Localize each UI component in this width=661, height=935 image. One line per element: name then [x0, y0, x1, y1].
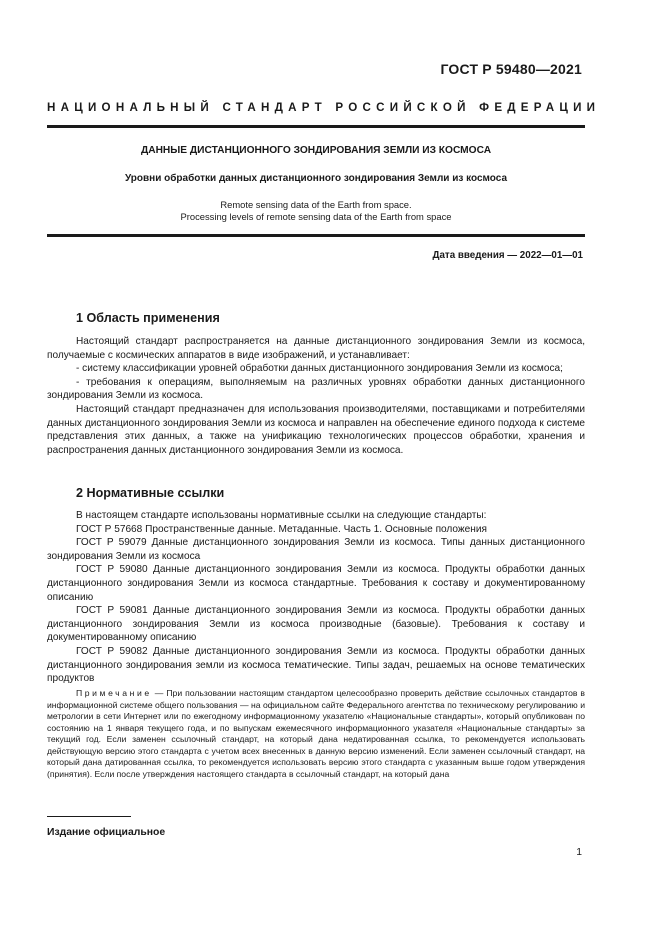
reference-item: ГОСТ Р 59080 Данные дистанционного зондирования Земли из космоса. Продукты обработки данных дистанционного зондирования Земли из космоса стандартные. Требования к составу и документированному описанию: [47, 564, 585, 603]
page-number: 1: [576, 847, 582, 858]
footer-rule: [47, 816, 131, 817]
note-block: [47, 688, 585, 780]
national-standard-heading: НАЦИОНАЛЬНЫЙ СТАНДАРТ РОССИЙСКОЙ ФЕДЕРАЦИИ: [47, 101, 601, 114]
section-2-title: 2 Нормативные ссылки: [76, 486, 225, 500]
section-1-body: [47, 335, 585, 457]
section-2-body: [47, 509, 585, 686]
note-label: Примечание: [76, 688, 152, 698]
english-title-line-1: Remote sensing data of the Earth from space.: [220, 199, 412, 210]
header-rule: [47, 125, 585, 128]
introduction-date: Дата введения — 2022—01—01: [432, 250, 583, 261]
reference-item: ГОСТ Р 59082 Данные дистанционного зондирования Земли из космоса. Продукты обработки данных дистанционного зондирования земли из космоса тематические. Типы задач, решаемых на основе тематических продуктов: [47, 645, 585, 685]
document-number: ГОСТ Р 59480—2021: [440, 61, 582, 77]
official-edition-label: Издание официальное: [47, 827, 166, 838]
reference-item: ГОСТ Р 59079 Данные дистанционного зондирования Земли из космоса. Типы данных дистанционного зондирования Земли из космоса: [47, 537, 585, 562]
paragraph: Настоящий стандарт распространяется на данные дистанционного зондирования Земли из космоса, получаемые с космических аппаратов в виде изображений, и устанавливает:: [47, 336, 585, 361]
title-rule: [47, 234, 585, 237]
main-title: ДАННЫЕ ДИСТАНЦИОННОГО ЗОНДИРОВАНИЯ ЗЕМЛИ ИЗ КОСМОСА: [140, 145, 492, 156]
subtitle: Уровни обработки данных дистанционного зондирования Земли из космоса: [124, 173, 508, 184]
list-item: - требования к операциям, выполняемым на различных уровнях обработки данных дистанционного зондирования Земли из космоса.: [47, 376, 585, 402]
paragraph: Настоящий стандарт предназначен для использования производителями, поставщиками и потребителями данных дистанционного зондирования Земли из космоса и направлен на обеспечение единого подхода к системе представления этих данных, а также на унификацию технологических процессов обработки, хранения и распространения данных дистанционного зондирования Земли из космоса.: [47, 403, 585, 456]
section-1-title: 1 Область применения: [76, 311, 220, 325]
english-title: [47, 199, 585, 223]
paragraph: В настоящем стандарте использованы нормативные ссылки на следующие стандарты:: [76, 510, 487, 521]
english-title-line-2: Processing levels of remote sensing data of the Earth from space: [180, 211, 452, 222]
note-text: — При пользовании настоящим стандартом целесообразно проверить действие ссылочных стандартов в информационной системе общего пользования — на официальном сайте Федерального агентства по техническому регулированию и метрологии в сети Интернет или по ежегодному информационному указателю «Национальные стандарты», который опубликован по состоянию на 1 января текущего года, и по выпускам ежемесячного информационного указателя «Национальные стандарты» за текущий год. Если заменен ссылочный стандарт, на который дана недатированная ссылка, то рекомендуется использовать действующую версию этого стандарта с учетом всех внесенных в данную версию изменений. Если заменен ссылочный стандарт, на который дана датированная ссылка, то рекомендуется использовать версию этого стандарта с указанным выше годом утверждения (принятия). Если после утверждения настоящего стандарта в ссылочный стандарт, на который дана: [47, 688, 585, 779]
reference-item: ГОСТ Р 57668 Пространственные данные. Метаданные. Часть 1. Основные положения: [76, 523, 487, 535]
list-item: - систему классификации уровней обработки данных дистанционного зондирования Земли из космоса;: [76, 363, 563, 375]
note-paragraph: [47, 688, 585, 780]
reference-item: ГОСТ Р 59081 Данные дистанционного зондирования Земли из космоса. Продукты обработки данных дистанционного зондирования Земли из космоса производные (базовые). Требования к составу и документированному описанию: [47, 605, 585, 644]
